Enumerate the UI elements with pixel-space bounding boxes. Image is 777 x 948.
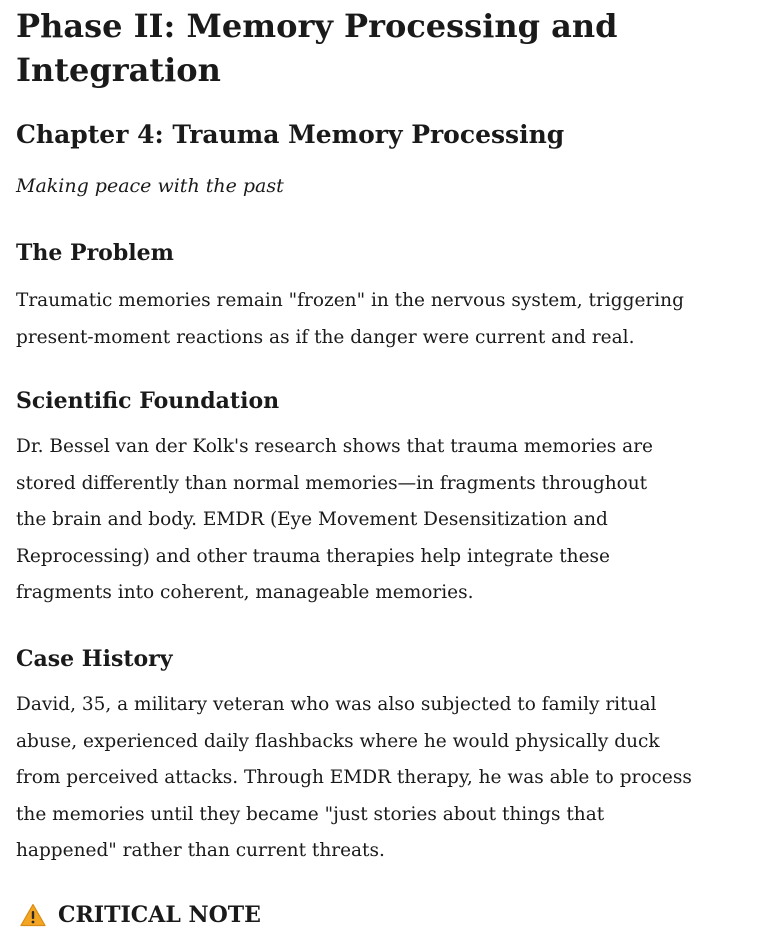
section-heading-problem: The Problem	[16, 240, 174, 266]
critical-note	[20, 900, 261, 930]
phase-title-line-1: Phase II: Memory Processing and	[16, 7, 618, 45]
text-line: Dr. Bessel van der Kolk's research shows that trauma memories are	[16, 436, 653, 457]
text-line: Traumatic memories remain "frozen" in the nervous system, triggering	[16, 290, 684, 311]
text-line: fragments into coherent, manageable memories.	[16, 582, 474, 604]
phase-title	[16, 4, 736, 92]
text-line: abuse, experienced daily flashbacks where he would physically duck	[16, 730, 660, 752]
text-line: present-moment reactions as if the danger were current and real.	[16, 326, 635, 348]
text-line: happened" rather than current threats.	[16, 840, 385, 862]
text-line: the memories until they became "just stories about things that	[16, 803, 605, 825]
section-heading-foundation: Scientific Foundation	[16, 388, 280, 414]
warning-icon	[20, 903, 46, 927]
section-body-problem	[16, 283, 684, 356]
text-line: stored differently than normal memories—in fragments throughout	[16, 472, 648, 494]
critical-note-label: CRITICAL NOTE	[58, 902, 261, 928]
section-heading-case-history: Case History	[16, 646, 173, 672]
text-line: the brain and body. EMDR (Eye Movement Desensitization and	[16, 509, 608, 531]
text-line: Reprocessing) and other trauma therapies help integrate these	[16, 545, 610, 567]
section-body-foundation	[16, 429, 653, 612]
text-line: David, 35, a military veteran who was also subjected to family ritual	[16, 694, 657, 715]
chapter-title: Chapter 4: Trauma Memory Processing	[16, 120, 565, 149]
chapter-subtitle: Making peace with the past	[16, 175, 284, 197]
phase-title-line-2: Integration	[16, 51, 221, 89]
section-body-case-history	[16, 687, 692, 870]
text-line: from perceived attacks. Through EMDR therapy, he was able to process	[16, 767, 692, 789]
